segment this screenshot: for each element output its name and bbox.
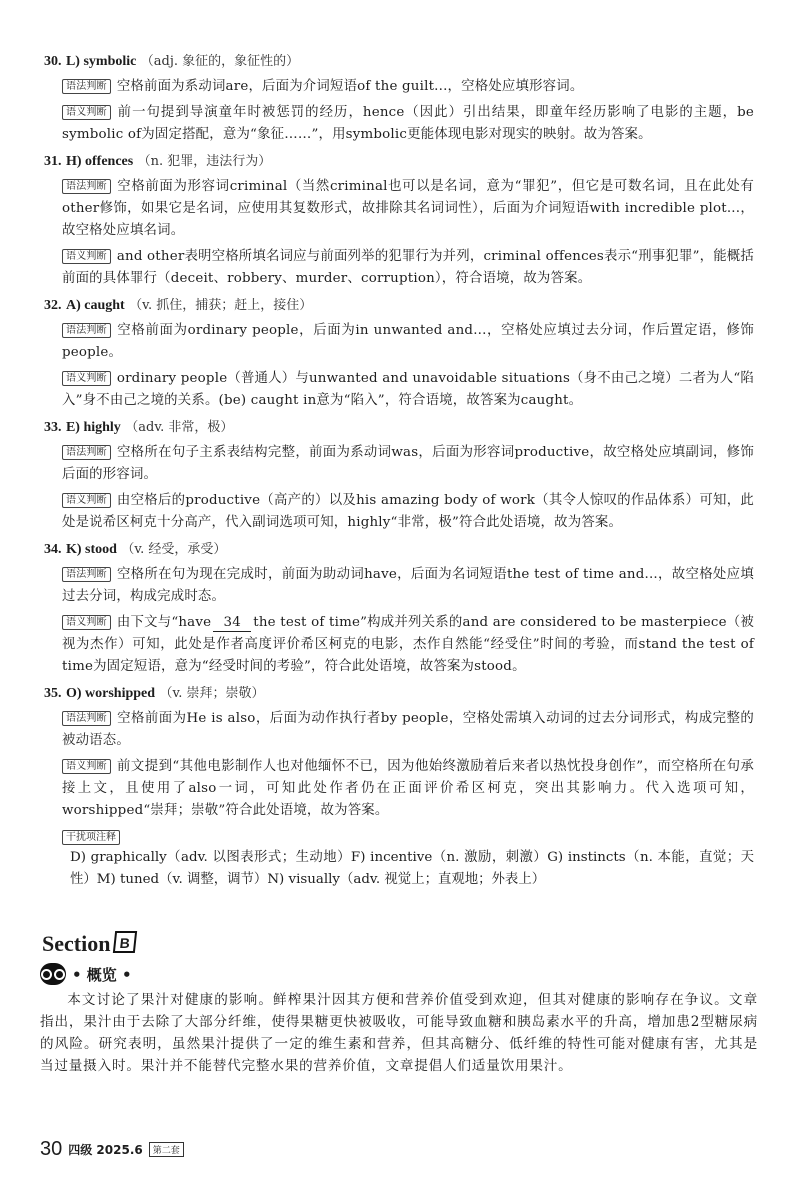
- question-number: 33.: [44, 420, 62, 435]
- semantic-tag: 语义判断: [62, 493, 111, 508]
- word-gloss: （v. 崇拜；崇敬）: [159, 686, 265, 701]
- grammar-text: 空格前面为形容词criminal（当然criminal也可以是名词，意为“罪犯”，但它是可数名词，且在此处有other修饰，如果它是名词，应使用其复数形式，故排除其名词词性），后面为介词短语with incredible plot...，故空格处应填名词。: [62, 179, 754, 238]
- grammar-text: 空格前面为He is also，后面为动作执行者by people，空格处需填入动词的过去分词形式，构成完整的被动语态。: [62, 711, 754, 748]
- distractor-notes: [40, 826, 760, 891]
- word-gloss: （v. 经受，承受）: [121, 542, 227, 557]
- semantic-text: and other表明空格所填名词应与前面列举的犯罪行为并列，criminal offences表示“刑事犯罪”，能概括前面的具体罪行（deceit、robbery、murder、corruption），符合语境，故为答案。: [62, 249, 754, 286]
- word-gloss: （adj. 象征的，象征性的）: [140, 54, 300, 69]
- grammar-analysis: [40, 176, 760, 242]
- semantic-analysis: [40, 756, 760, 822]
- grammar-tag: 语法判断: [62, 323, 111, 338]
- answer-block-35: [40, 682, 760, 822]
- distractor-tag: 干扰项注释: [62, 830, 120, 845]
- semantic-text-pre: 由下文与“have: [116, 615, 212, 630]
- semantic-analysis: [40, 368, 760, 412]
- grammar-analysis: [40, 708, 760, 752]
- question-header: [40, 416, 760, 439]
- question-header: [40, 50, 760, 73]
- semantic-tag: 语义判断: [62, 615, 111, 630]
- question-header: [40, 682, 760, 705]
- grammar-analysis: [40, 564, 760, 608]
- question-number: 30.: [44, 54, 62, 69]
- semantic-analysis: [40, 490, 760, 534]
- semantic-text: 前一句提到导演童年时被惩罚的经历，hence（因此）引出结果，即童年经历影响了电影的主题，be symbolic of为固定搭配，意为“象征……”，用symbolic更能体现电影对现实的映射。故为答案。: [62, 105, 754, 142]
- grammar-analysis: [40, 76, 760, 98]
- grammar-tag: 语法判断: [62, 79, 111, 94]
- grammar-text: 空格前面为系动词are，后面为介词短语of the guilt...，空格处应填形容词。: [116, 79, 584, 94]
- semantic-text: ordinary people（普通人）与unwanted and unavoidable situations（身不由己之境）二者为人“陷入”身不由己之境的关系。(be) caught in意为“陷入”，符合语境，故答案为caught。: [62, 371, 754, 408]
- issue-badge: 第二套: [149, 1142, 184, 1157]
- distractor-text: D) graphically（adv. 以图表形式；生动地）F) incentive（n. 激励，刺激）G) instincts（n. 本能，直觉；天性）M) tuned（v. 调整，调节）N) visually（adv. 视觉上；直观地；外表上）: [70, 850, 754, 887]
- grammar-tag: 语法判断: [62, 179, 111, 194]
- word-gloss: （adv. 非常，极）: [125, 420, 234, 435]
- overview-paragraph: 本文讨论了果汁对健康的影响。鲜榨果汁因其方便和营养价值受到欢迎，但其对健康的影响存在争议。文章指出，果汁由于去除了大部分纤维，使得果糖更快被吸收，可能导致血糖和胰岛素水平的升高，增加患2型糖尿病的风险。研究表明，虽然果汁提供了一定的维生素和营养，但其高糖分、低纤维的特性可能对健康有害，尤其是当过量摄入时。果汁并不能替代完整水果的营养价值，文章提倡人们适量饮用果汁。: [40, 992, 758, 1074]
- semantic-text: 前文提到“其他电影制作人也对他缅怀不已，因为他始终激励着后来者以热忱投身创作”，而空格所在句承接上文，且使用了also一词，可知此处作者仍在正面评价希区柯克，突出其影响力。代入选项可知，worshipped“崇拜；崇敬”符合此处语境，故为答案。: [62, 759, 754, 818]
- word-gloss: （v. 抓住，捕获；赶上，接住）: [129, 298, 313, 313]
- grammar-analysis: [40, 320, 760, 364]
- answer-block-31: [40, 150, 760, 290]
- semantic-analysis: [40, 102, 760, 146]
- grammar-tag: 语法判断: [62, 711, 111, 726]
- grammar-text: 空格所在句子主系表结构完整，前面为系动词was，后面为形容词productive，故空格处应填副词，修饰后面的形容词。: [62, 445, 754, 482]
- glasses-icon: [40, 963, 66, 985]
- answer-option: H) offences: [65, 154, 134, 169]
- page-number: 30: [40, 1138, 63, 1160]
- answer-block-33: [40, 416, 760, 534]
- question-header: [40, 538, 760, 561]
- question-number: 31.: [44, 154, 62, 169]
- semantic-text: 由空格后的productive（高产的）以及his amazing body of work（其令人惊叹的作品体系）可知，此处是说希区柯克十分高产，代入副词选项可知，highly“非常，极”符合此处语境，故为答案。: [62, 493, 754, 530]
- semantic-analysis: [40, 612, 760, 678]
- grammar-text: 空格所在句为现在完成时，前面为助动词have，后面为名词短语the test of time and...，故空格处应填过去分词，构成完成时态。: [62, 567, 754, 604]
- semantic-tag: 语义判断: [62, 759, 111, 774]
- semantic-analysis: [40, 246, 760, 290]
- question-number: 34.: [44, 542, 62, 557]
- semantic-text-post: the test of time”构成并列关系的and are considered to be masterpiece（被视为杰作）可知，此处是作者高度评价希区柯克的电影，杰作自然能“经受住”时间的考验，而stand the test of time为固定短语，意为“经受时间的考验”，符合此处语境，故答案为stood。: [62, 615, 754, 674]
- answer-option: K) stood: [65, 542, 117, 557]
- word-gloss: （n. 犯罪，违法行为）: [137, 154, 272, 169]
- overview-heading: [40, 963, 760, 985]
- answer-option: A) caught: [65, 298, 125, 313]
- answer-option: E) highly: [65, 420, 121, 435]
- answer-option: O) worshipped: [65, 686, 156, 701]
- answer-block-32: [40, 294, 760, 412]
- overview-title: • 概览 •: [72, 965, 132, 984]
- answer-block-30: [40, 50, 760, 146]
- fill-in-blank: 34: [213, 615, 251, 632]
- grammar-tag: 语法判断: [62, 445, 111, 460]
- grammar-analysis: [40, 442, 760, 486]
- answer-option: L) symbolic: [65, 54, 137, 69]
- semantic-tag: 语义判断: [62, 371, 111, 386]
- question-number: 35.: [44, 686, 62, 701]
- section-title: Section: [42, 931, 111, 956]
- answer-block-34: [40, 538, 760, 678]
- section-heading: [40, 931, 760, 957]
- page-footer: [40, 1138, 184, 1161]
- grammar-text: 空格前面为ordinary people，后面为in unwanted and...，空格处应填过去分词，作后置定语，修饰people。: [62, 323, 754, 360]
- question-header: [40, 294, 760, 317]
- semantic-tag: 语义判断: [62, 105, 111, 120]
- question-number: 32.: [44, 298, 62, 313]
- question-header: [40, 150, 760, 173]
- magazine-label: 四级 2025.6: [68, 1143, 143, 1157]
- grammar-tag: 语法判断: [62, 567, 111, 582]
- section-letter-badge: B: [113, 931, 137, 953]
- semantic-tag: 语义判断: [62, 249, 111, 264]
